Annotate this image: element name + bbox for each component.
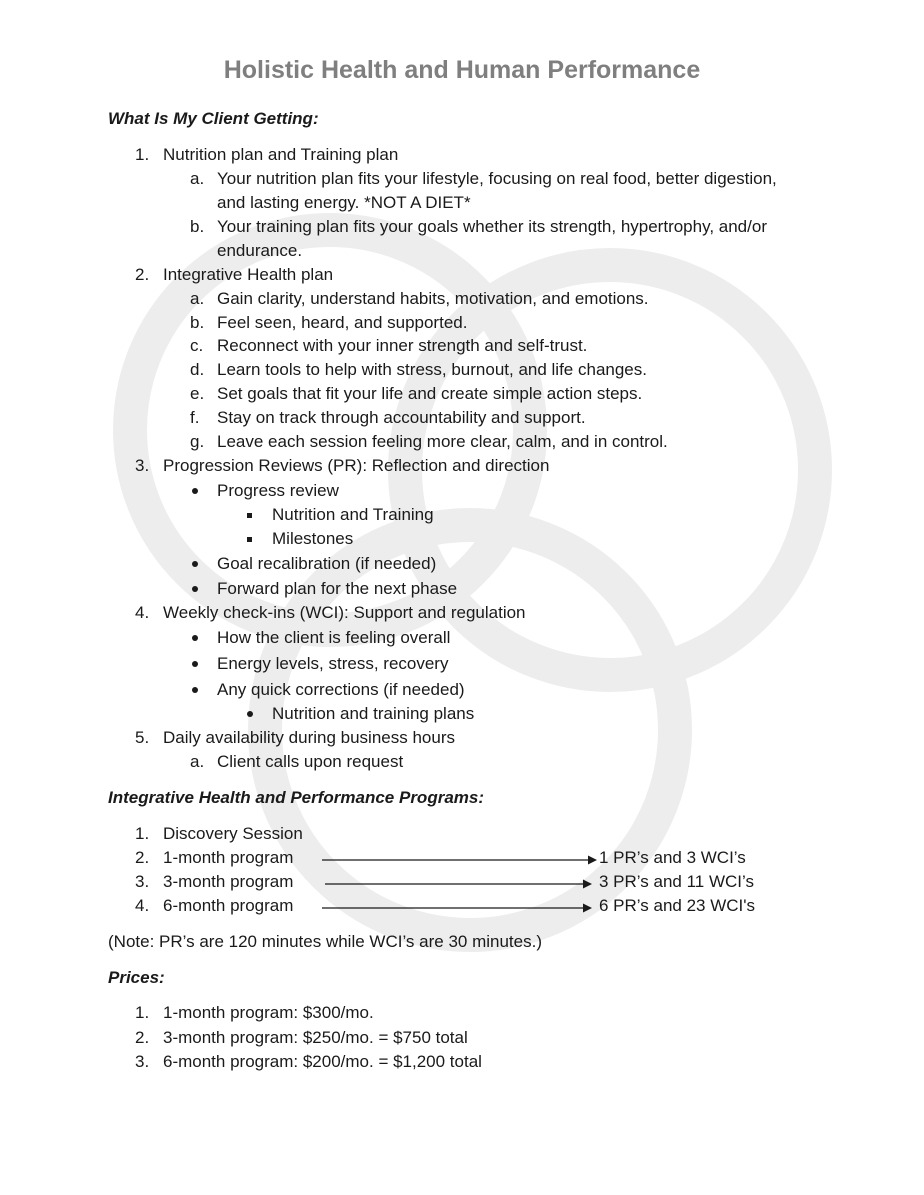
list-number: 1. [135, 824, 150, 843]
bullet-dot [192, 635, 198, 641]
section-heading-prices: Prices: [108, 968, 165, 987]
price-1-month: 1-month program: $300/mo. [163, 1003, 374, 1022]
sub-item-nutrition-line1: Your nutrition plan fits your lifestyle, focusing on real food, better digestion, [217, 169, 777, 188]
bullet-item: Forward plan for the next phase [217, 579, 458, 598]
section-heading-client-getting: What Is My Client Getting: [108, 109, 319, 128]
sub-item-training-line2: endurance. [217, 241, 303, 260]
list-number: 1. [135, 145, 150, 164]
sub-item: Client calls upon request [217, 752, 404, 771]
list-number: 2. [135, 848, 150, 867]
section-heading-programs: Integrative Health and Performance Programs: [108, 788, 485, 807]
list-item-weekly-checkins: Weekly check-ins (WCI): Support and regulation [163, 603, 526, 622]
sub-item: Stay on track through accountability and support. [217, 408, 586, 427]
sub-item-training-line1: Your training plan fits your goals whether its strength, hypertrophy, and/or [217, 217, 767, 236]
program-6-month: 6-month program [163, 896, 294, 915]
sub-number: a. [190, 169, 205, 188]
sub-number: g. [190, 432, 205, 451]
program-note: (Note: PR’s are 120 minutes while WCI’s are 30 minutes.) [108, 932, 542, 951]
bullet-dot [247, 711, 253, 717]
bullet-subitem: Nutrition and Training [272, 505, 434, 524]
list-item-nutrition-training: Nutrition plan and Training plan [163, 145, 399, 164]
bullet-dot [192, 661, 198, 667]
list-item-progression-reviews: Progression Reviews (PR): Reflection and direction [163, 456, 550, 475]
program-3-month-detail: 3 PR’s and 11 WCI’s [599, 872, 754, 891]
arrow-icon [325, 877, 593, 891]
list-number: 4. [135, 603, 150, 622]
sub-number: d. [190, 360, 205, 379]
program-1-month-detail: 1 PR’s and 3 WCI’s [599, 848, 746, 867]
arrow-icon [322, 901, 593, 915]
bullet-subitem: Nutrition and training plans [272, 704, 475, 723]
sub-item-nutrition-line2: and lasting energy. *NOT A DIET* [217, 193, 471, 212]
bullet-item: Energy levels, stress, recovery [217, 654, 449, 673]
list-number: 4. [135, 896, 150, 915]
sub-item: Set goals that fit your life and create simple action steps. [217, 384, 643, 403]
list-number: 1. [135, 1003, 150, 1022]
page-title: Holistic Health and Human Performance [223, 56, 701, 84]
sub-number: b. [190, 217, 205, 236]
sub-item: Reconnect with your inner strength and self-trust. [217, 336, 588, 355]
bullet-square [247, 537, 252, 542]
list-number: 2. [135, 265, 150, 284]
bullet-dot [192, 687, 198, 693]
program-discovery-session: Discovery Session [163, 824, 303, 843]
arrow-icon [322, 853, 598, 867]
price-6-month: 6-month program: $200/mo. = $1,200 total [163, 1052, 482, 1071]
bullet-item: How the client is feeling overall [217, 628, 451, 647]
bullet-square [247, 513, 252, 518]
list-number: 5. [135, 728, 150, 747]
bullet-subitem: Milestones [272, 529, 354, 548]
bullet-item: Goal recalibration (if needed) [217, 554, 437, 573]
list-item-daily-availability: Daily availability during business hours [163, 728, 455, 747]
list-number: 3. [135, 456, 150, 475]
list-number: 2. [135, 1028, 150, 1047]
bullet-dot [192, 561, 198, 567]
bullet-item: Any quick corrections (if needed) [217, 680, 465, 699]
list-number: 3. [135, 1052, 150, 1071]
bullet-item: Progress review [217, 481, 339, 500]
list-item-integrative-health: Integrative Health plan [163, 265, 334, 284]
sub-item: Feel seen, heard, and supported. [217, 313, 468, 332]
sub-number: f. [190, 408, 200, 427]
list-number: 3. [135, 872, 150, 891]
price-3-month: 3-month program: $250/mo. = $750 total [163, 1028, 468, 1047]
sub-number: a. [190, 289, 205, 308]
program-1-month: 1-month program [163, 848, 294, 867]
sub-number: b. [190, 313, 205, 332]
program-3-month: 3-month program [163, 872, 294, 891]
sub-item: Learn tools to help with stress, burnout, and life changes. [217, 360, 647, 379]
bullet-dot [192, 586, 198, 592]
sub-number: c. [190, 336, 204, 355]
sub-item: Leave each session feeling more clear, calm, and in control. [217, 432, 668, 451]
sub-number: e. [190, 384, 205, 403]
program-6-month-detail: 6 PR’s and 23 WCI's [599, 896, 755, 915]
sub-number: a. [190, 752, 205, 771]
bullet-dot [192, 488, 198, 494]
sub-item: Gain clarity, understand habits, motivation, and emotions. [217, 289, 649, 308]
